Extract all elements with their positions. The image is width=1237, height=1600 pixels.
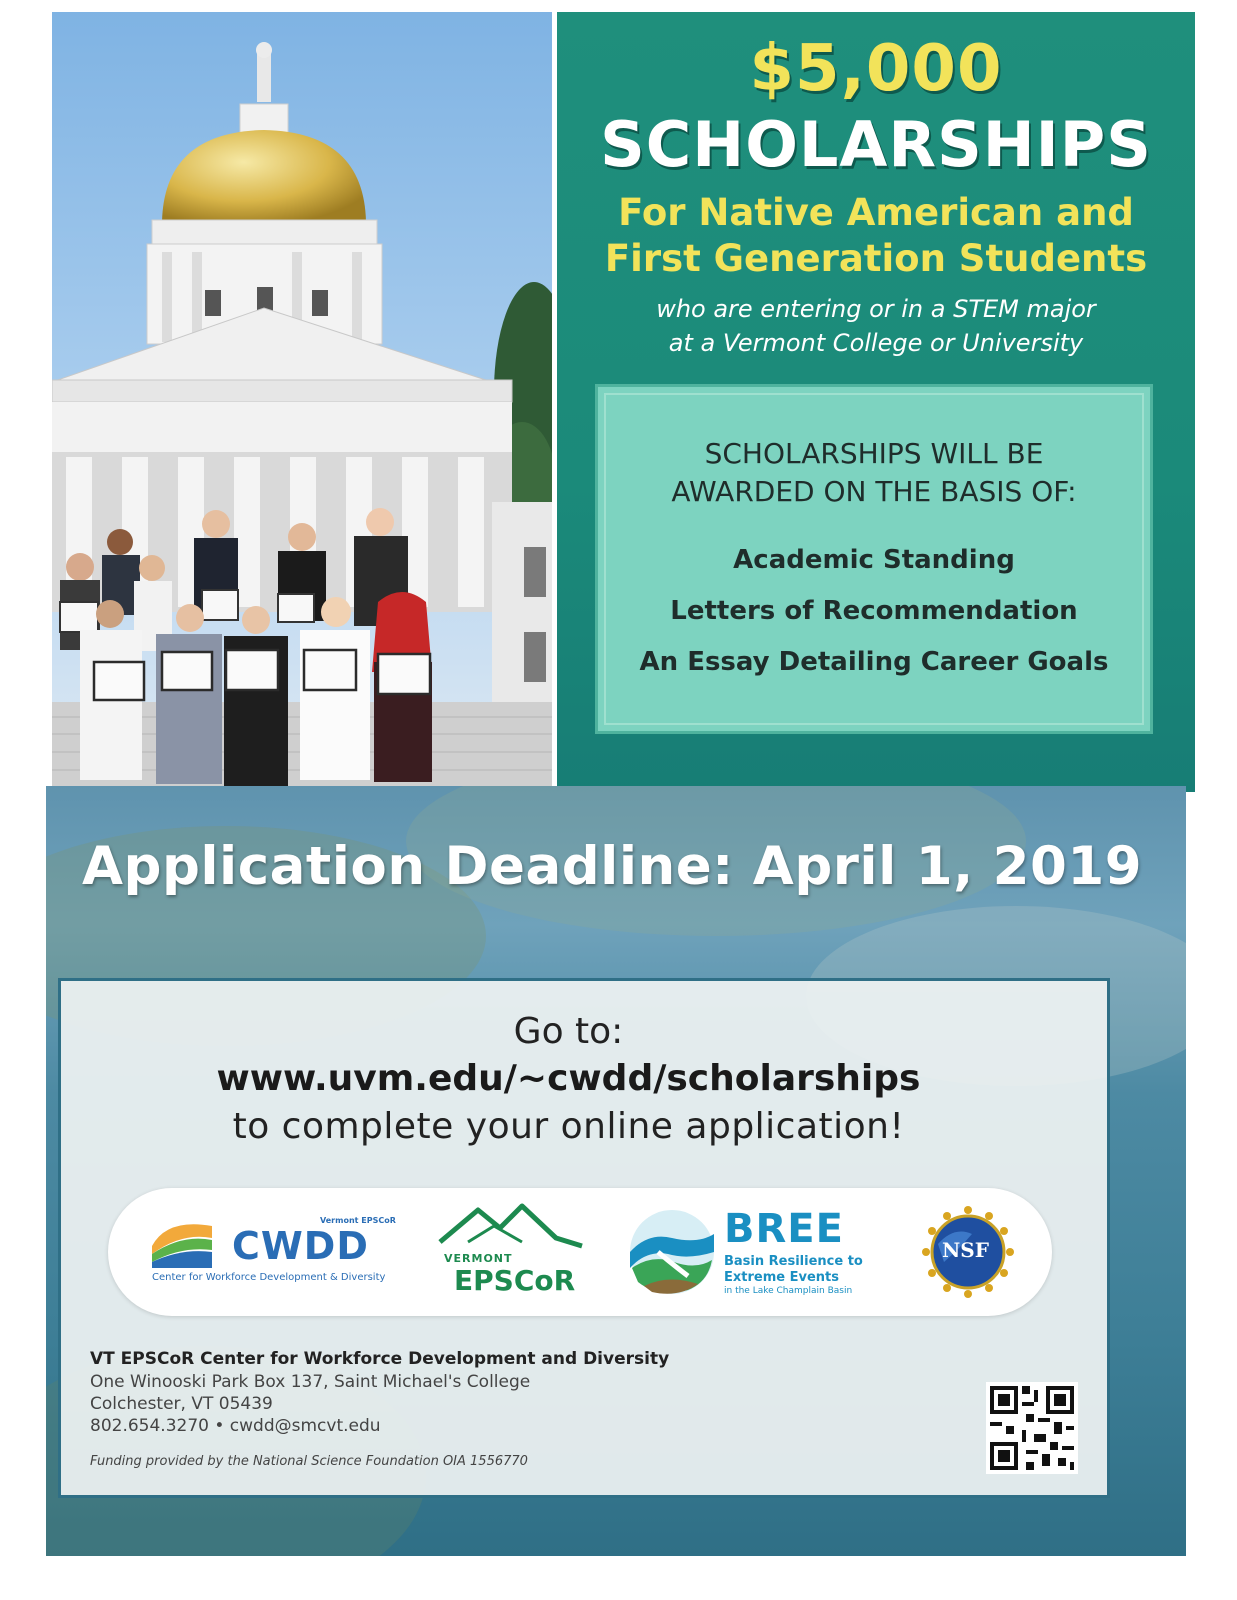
- eligibility-heading: [557, 190, 1195, 282]
- cwdd-small-label: Vermont EPSCoR: [320, 1216, 396, 1225]
- organization-name: VT EPSCoR Center for Workforce Development and Diversity: [90, 1349, 670, 1369]
- award-criteria-list: [598, 535, 1150, 688]
- nsf-logo: [918, 1188, 1018, 1316]
- qr-code[interactable]: [986, 1382, 1078, 1474]
- phone-email: 802.654.3270 • cwdd@smcvt.edu: [90, 1416, 381, 1436]
- bree-logo: [628, 1188, 888, 1316]
- award-basis-heading: [598, 435, 1150, 511]
- criteria-item: Letters of Recommendation: [670, 596, 1078, 626]
- aerial-background: [46, 786, 1186, 1556]
- epscor-name: EPSCoR: [454, 1264, 576, 1297]
- cwdd-landscape-icon: [152, 1216, 212, 1268]
- bree-subtitle-2: Extreme Events: [724, 1270, 839, 1285]
- criteria-item: Academic Standing: [733, 545, 1015, 575]
- application-deadline: Application Deadline: April 1, 2019: [82, 836, 1143, 897]
- cwdd-logo: [152, 1188, 402, 1316]
- nsf-label: NSF: [942, 1238, 989, 1262]
- address-line-2: Colchester, VT 05439: [90, 1394, 273, 1414]
- funding-note: Funding provided by the National Science Foundation OIA 1556770: [90, 1454, 528, 1469]
- scholarships-title: SCHOLARSHIPS: [600, 108, 1152, 181]
- epscor-vermont-label: VERMONT: [444, 1252, 513, 1265]
- mountain-icon: [438, 1202, 584, 1252]
- headline-panel: [557, 12, 1195, 792]
- qr-code-icon: [986, 1382, 1078, 1474]
- bree-subtitle-3: in the Lake Champlain Basin: [724, 1286, 853, 1296]
- stem-major-note: [557, 292, 1195, 360]
- bree-basin-icon: [628, 1208, 716, 1296]
- cwdd-name: CWDD: [232, 1224, 369, 1268]
- award-basis-box: [595, 384, 1153, 734]
- eligibility-line-2: First Generation Students: [604, 237, 1148, 280]
- scholarship-amount: $5,000: [749, 32, 1003, 106]
- cwdd-subtitle: Center for Workforce Development & Diversity: [152, 1272, 386, 1283]
- bree-name: BREE: [724, 1206, 844, 1252]
- basis-heading-line-1: SCHOLARSHIPS WILL BE: [704, 437, 1044, 470]
- capitol-group-photo: [52, 12, 552, 792]
- basis-heading-line-2: AWARDED ON THE BASIS OF:: [671, 475, 1077, 508]
- eligibility-line-1: For Native American and: [618, 191, 1134, 234]
- criteria-item: An Essay Detailing Career Goals: [639, 647, 1109, 677]
- contact-address: [90, 1348, 669, 1437]
- stem-line-2: at a Vermont College or University: [668, 329, 1084, 357]
- goto-label: Go to:: [513, 1011, 624, 1052]
- complete-application-text: to complete your online application!: [232, 1106, 905, 1147]
- address-line-1: One Winooski Park Box 137, Saint Michael's College: [90, 1372, 531, 1392]
- application-url-link[interactable]: www.uvm.edu/~cwdd/scholarships: [216, 1058, 921, 1099]
- bree-subtitle-1: Basin Resilience to: [724, 1254, 863, 1269]
- sponsor-logo-bar: [108, 1188, 1052, 1316]
- vermont-epscor-logo: [438, 1188, 588, 1316]
- stem-line-1: who are entering or in a STEM major: [656, 295, 1096, 323]
- capitol-photo-illustration: [52, 12, 552, 792]
